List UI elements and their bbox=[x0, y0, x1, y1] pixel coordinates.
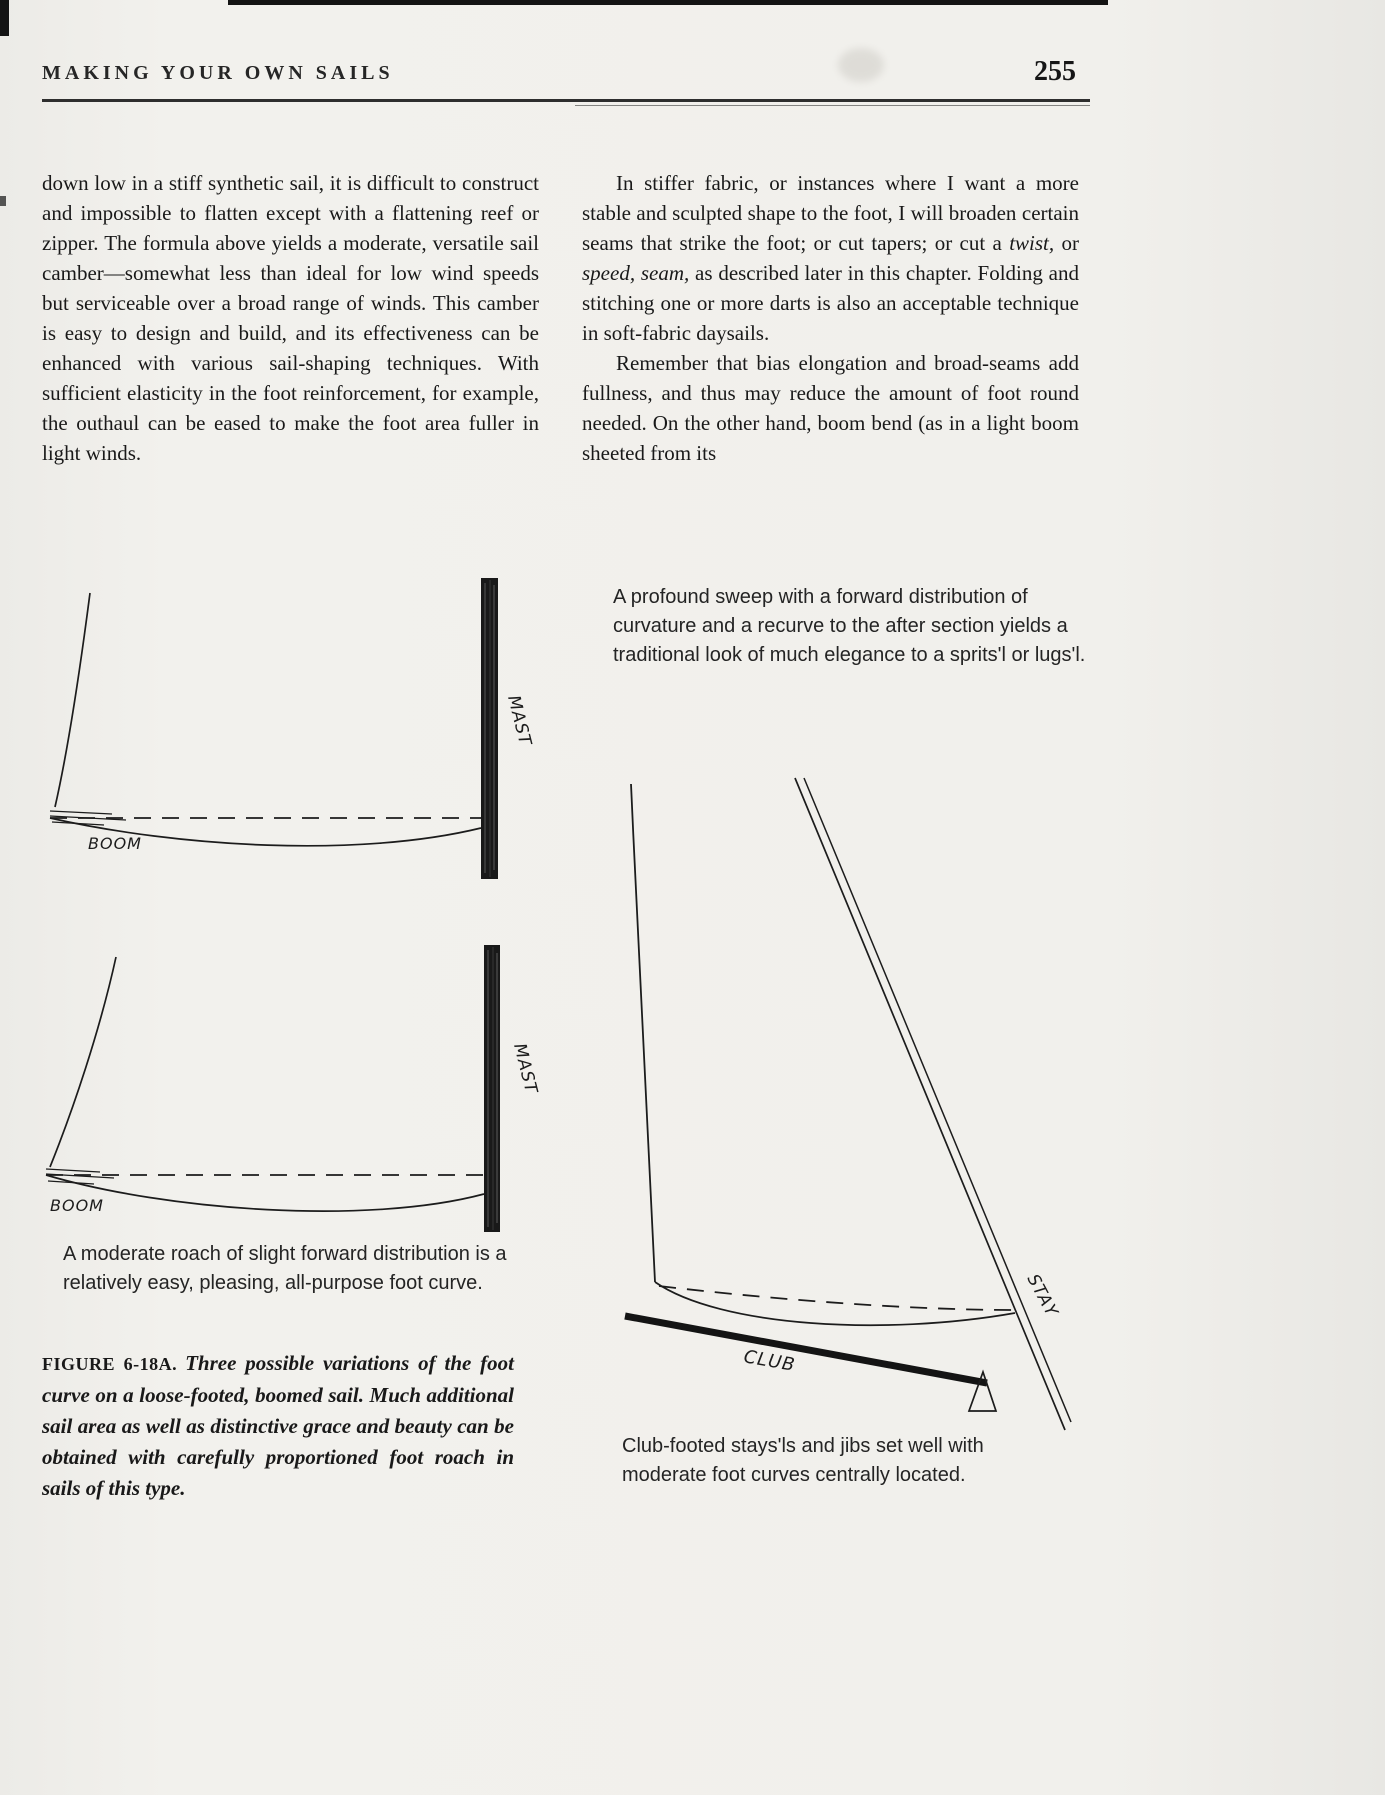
figure-foot-curve-1 bbox=[38, 575, 543, 890]
italic-term-twist: twist, bbox=[1009, 231, 1055, 255]
text-run: In stiffer fabric, or instances where I want a more stable and sculpted shape to the foot, I will broaden certain seams that strike the foot; or cut tapers; or cut a bbox=[582, 171, 1079, 255]
header-rule bbox=[42, 99, 1090, 102]
right-column bbox=[582, 168, 1079, 468]
caption-moderate-roach: A moderate roach of slight forward distribution is a relatively easy, pleasing, all-purpose foot curve. bbox=[63, 1243, 507, 1294]
right-paragraph-1 bbox=[582, 168, 1079, 348]
foot-curve bbox=[655, 1282, 1015, 1325]
luff-line bbox=[631, 784, 655, 1282]
text-run: as described later in this chapter. Folding and stitching one or more darts is also an acceptable technique in soft-fabric daysails. bbox=[582, 261, 1079, 345]
figure-foot-curve-2 bbox=[38, 945, 543, 1240]
scan-artifact-edge bbox=[0, 196, 6, 206]
stay-label: STAY bbox=[1022, 1270, 1062, 1321]
club-spar bbox=[625, 1316, 987, 1383]
club-label: CLUB bbox=[742, 1346, 798, 1376]
mast-label: MAST bbox=[503, 693, 536, 749]
italic-term-speed-seam: speed, seam, bbox=[582, 261, 690, 285]
page-number: 255 bbox=[1034, 56, 1076, 87]
scan-smudge bbox=[838, 48, 884, 82]
mast-bar bbox=[481, 578, 498, 879]
right-paragraph-2: Remember that bias elongation and broad-seams add fullness, and thus may reduce the amount of foot round needed. On the other hand, boom bend (as in a light boom sheeted from its bbox=[582, 351, 1079, 465]
scan-artifact-corner bbox=[0, 0, 9, 36]
figure-caption-text: Three possible variations of the foot curve on a loose-footed, boomed sail. Much additional sail area as well as distinctive grace and beauty can be obtained with carefully proportioned foot roach in sails of this type. bbox=[42, 1351, 514, 1500]
figure-caption bbox=[42, 1348, 514, 1504]
caption-club-footed: Club-footed stays'ls and jibs set well with moderate foot curves centrally located. bbox=[622, 1435, 984, 1486]
stay-lines bbox=[795, 778, 1071, 1430]
mast-label: MAST bbox=[509, 1041, 542, 1097]
figure-club-staysail bbox=[595, 770, 1100, 1445]
caption-profound-sweep: A profound sweep with a forward distribution of curvature and a recurve to the after section yields a traditional look of much elegance to a sprits'l or lugs'l. bbox=[613, 586, 1086, 666]
foot-curve bbox=[46, 1175, 484, 1211]
figure-caption-label: FIGURE 6-18A. bbox=[42, 1354, 178, 1374]
scan-artifact-top-line bbox=[228, 0, 1108, 5]
header-rule-secondary bbox=[575, 105, 1090, 106]
boom-label: BOOM bbox=[50, 1196, 104, 1215]
text-run: or bbox=[1054, 231, 1079, 255]
leech-line bbox=[55, 593, 90, 807]
running-header: MAKING YOUR OWN SAILS bbox=[42, 62, 394, 84]
boom-hatching bbox=[46, 1169, 114, 1184]
mast-bar bbox=[484, 945, 500, 1232]
leech-line bbox=[50, 957, 116, 1167]
boom-label: BOOM bbox=[88, 834, 142, 853]
left-column-paragraph: down low in a stiff synthetic sail, it is difficult to construct and impossible to flatten except with a flattening reef or zipper. The formula above yields a moderate, versatile sail camber—somewhat less than ideal for low wind speeds but serviceable over a broad range of winds. This camber is easy to design and build, and its effectiveness can be enhanced with various sail-shaping techniques. With sufficient elasticity in the foot reinforcement, for example, the outhaul can be eased to make the foot area fuller in light winds. bbox=[42, 171, 539, 465]
